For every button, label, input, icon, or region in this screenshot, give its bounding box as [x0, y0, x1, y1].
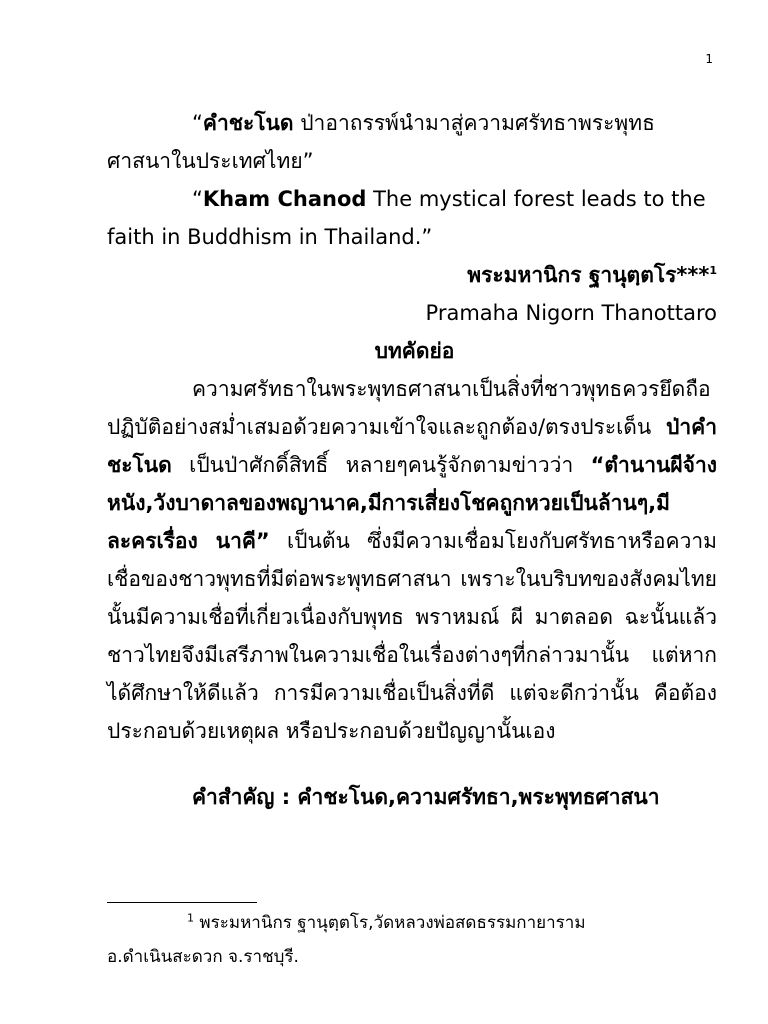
title-english-bold: Kham Chanod — [202, 187, 367, 211]
abstract-heading: บทคัดย่อ — [374, 339, 455, 363]
footnote — [107, 906, 717, 974]
document-body — [107, 104, 717, 816]
title-thai — [107, 104, 717, 180]
footnote-line-1 — [107, 906, 717, 940]
footnote-marker: 1 — [187, 911, 194, 925]
footnote-line-1-text: พระมหานิกร ฐานุตฺตโร,วัดหลวงพ่อสดธรรมกายาราม — [194, 913, 586, 933]
keywords: คำสำคัญ : คำชะโนด,ความศรัทธา,พระพุทธศาสนา — [192, 785, 660, 809]
abstract-bold-2: “ตำนานผีจ้างหนัง,วังบาดาลของพญานาค,มีการเสี่ยงโชคถูกหวยเป็นล้านๆ,มีละครเรื่อง นาคี” — [107, 453, 717, 553]
author-footnote-marker: 1 — [709, 264, 717, 277]
author-thai-name: พระมหานิกร ฐานุตฺตโร*** — [467, 263, 710, 287]
footnote-line-2: อ.ดำเนินสะดวก จ.ราชบุรี. — [107, 947, 299, 967]
title-thai-open-quote: “ — [192, 111, 203, 135]
page-number: 1 — [705, 52, 713, 66]
abstract-part-1: ความศรัทธาในพระพุทธศาสนาเป็นสิ่งที่ชาวพุทธควรยึดถือปฏิบัติอย่างสม่ำเสมอด้วยความเข้าใจและถูกต้อง/ตรงประเด็น — [107, 377, 711, 439]
abstract-paragraph — [107, 370, 717, 750]
title-english-open-quote: “ — [192, 187, 203, 211]
author-english: Pramaha Nigorn Thanottaro — [425, 301, 717, 325]
author-thai — [107, 256, 717, 294]
title-english-rest: The mystical forest leads to the faith in Buddhism in Thailand.” — [107, 187, 706, 249]
abstract-part-2: เป็นป่าศักดิ์สิทธิ์ หลายๆคนรู้จักตามข่าวว่า — [171, 453, 591, 477]
abstract-part-3: เป็นต้น ซึ่งมีความเชื่อมโยงกับศรัทธาหรือความเชื่อของชาวพุทธที่มีต่อพระพุทธศาสนา เพราะในบริบทของสังคมไทยนั้นมีความเชื่อที่เกี่ยวเนื่องกับพุทธ พราหมณ์ ผี มาตลอด ฉะนั้นแล้วชาวไทยจึงมีเสรีภาพในความเชื่อในเรื่องต่างๆที่กล่าวมานั้น แต่หากได้ศึกษาให้ดีแล้ว การมีความเชื่อเป็นสิ่งที่ดี แต่จะดีกว่านั้น คือต้องประกอบด้วยเหตุผล หรือประกอบด้วยปัญญานั้นเอง — [107, 529, 717, 743]
title-english — [107, 180, 717, 256]
footnote-divider — [107, 902, 257, 903]
title-thai-bold: คำชะโนด — [202, 111, 294, 135]
title-thai-rest: ป่าอาถรรพ์นำมาสู่ความศรัทธาพระพุทธศาสนาในประเทศไทย” — [107, 111, 655, 173]
abstract-bold-1: ป่าคำชะโนด — [107, 415, 717, 477]
